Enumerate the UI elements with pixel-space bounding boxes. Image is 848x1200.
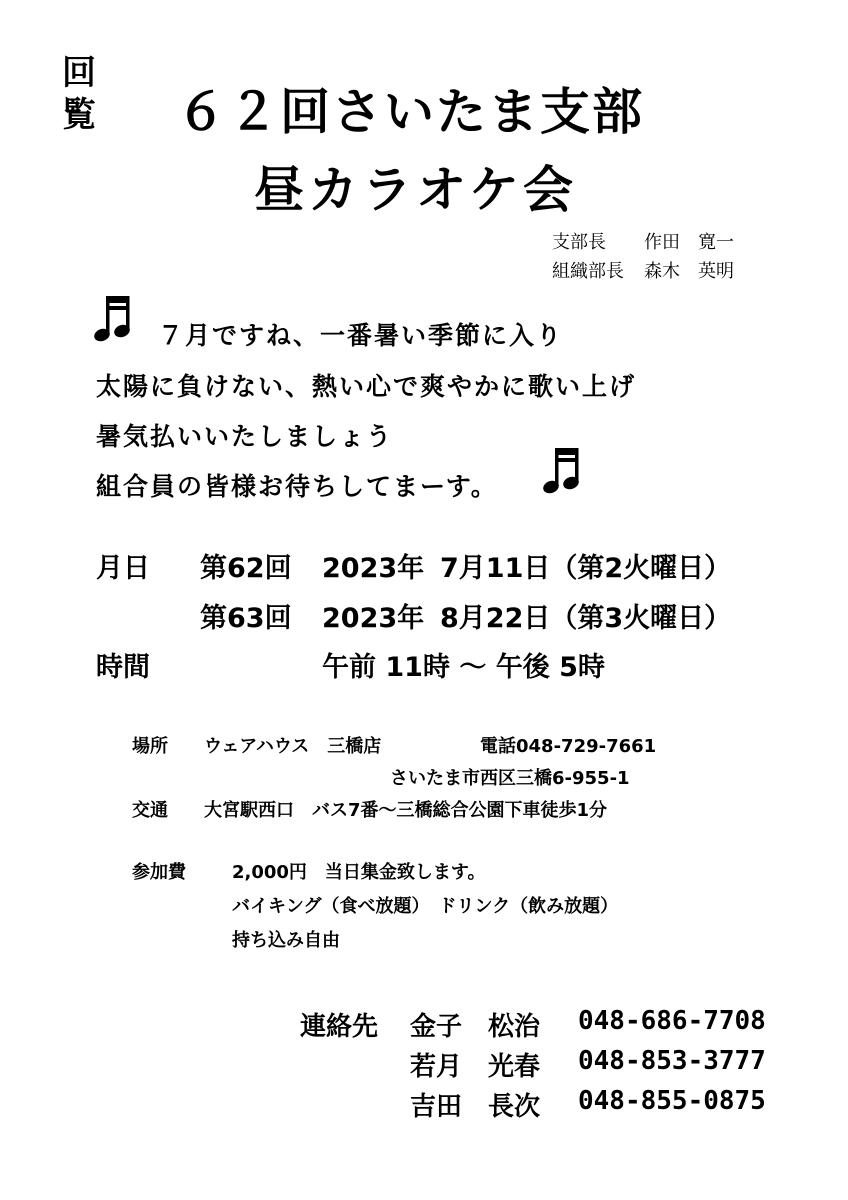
contact-phone: 048-853-3777 (578, 1046, 766, 1076)
contact-name: 吉田 長次 (410, 1092, 541, 1122)
circulate-char-2: 覧 (62, 95, 96, 135)
venue-phone: 電話048-729-7661 (480, 736, 657, 757)
session-year: 2023年 (322, 553, 425, 584)
page-title: ６２回さいたま支部 (176, 83, 644, 141)
session-round: 第63回 (200, 603, 292, 634)
venue-label: 場所 (132, 736, 168, 757)
fee-label: 参加費 (132, 862, 186, 883)
message-line-1: ７月ですね、一番暑い季節に入り (158, 321, 564, 350)
music-note-icon (94, 292, 134, 344)
officer-role: 組織部長 (552, 261, 624, 282)
session-date: 8月22日（第3火曜日） (440, 603, 732, 634)
officer-name: 森木 英明 (644, 261, 734, 282)
message-line-2: 太陽に負けない、熱い心で爽やかに歌い上げ (96, 372, 637, 401)
contact-phone: 048-855-0875 (578, 1086, 766, 1116)
session-round: 第62回 (200, 553, 292, 584)
contact-name: 若月 光春 (410, 1052, 541, 1082)
contact-label: 連絡先 (300, 1012, 379, 1042)
access-label: 交通 (132, 800, 168, 821)
message-line-4: 組合員の皆様お待ちしてまーす。 (96, 472, 498, 501)
contact-phone: 048-686-7708 (578, 1006, 766, 1036)
fee-detail: バイキング（食べ放題） ドリンク（飲み放題） (232, 896, 619, 917)
venue-address: さいたま市西区三橋6-955-1 (390, 768, 630, 789)
access-value: 大宮駅西口 バス7番～三橋総合公園下車徒歩1分 (204, 800, 608, 821)
officer-row (552, 257, 734, 283)
venue-name: ウェアハウス 三橋店 (204, 736, 382, 757)
contact-name: 金子 松治 (410, 1012, 541, 1042)
officer-row (552, 228, 734, 254)
music-note-icon (543, 444, 583, 496)
officer-role: 支部長 (552, 232, 606, 253)
session-year: 2023年 (322, 603, 425, 634)
time-value: 午前 11時 ～ 午後 5時 (322, 652, 605, 683)
fee-amount: 2,000円 当日集金致します。 (232, 862, 486, 883)
officer-name: 作田 寛一 (644, 232, 734, 253)
circulate-char-1: 回 (62, 53, 96, 93)
circulate-mark (58, 52, 100, 136)
message-line-3: 暑気払いいたしましょう (96, 422, 394, 451)
page-subtitle: 昼カラオケ会 (254, 161, 577, 219)
fee-note: 持ち込み自由 (232, 930, 340, 951)
date-label: 月日 (96, 553, 150, 584)
session-date: 7月11日（第2火曜日） (440, 553, 732, 584)
time-label: 時間 (96, 652, 150, 683)
